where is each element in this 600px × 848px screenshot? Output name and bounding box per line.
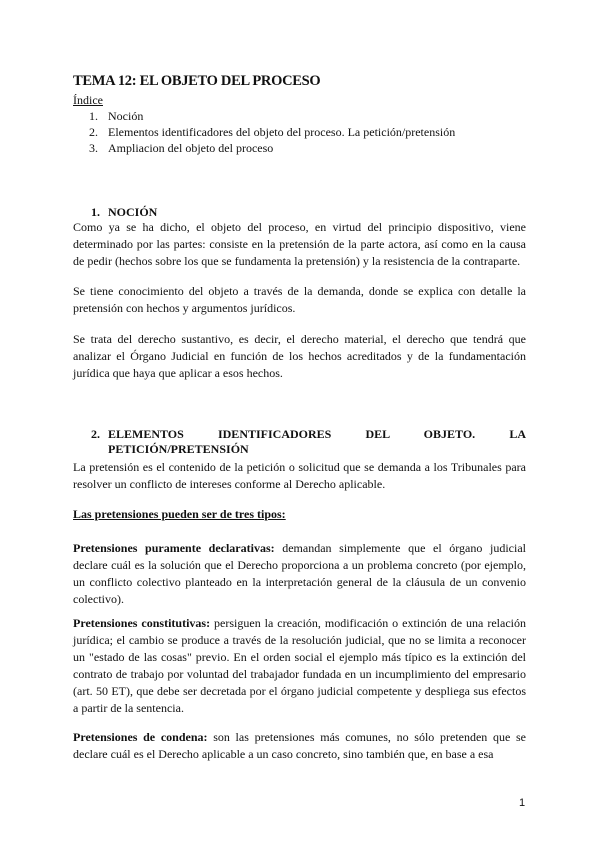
term-text: persiguen la creación, modificación o extinción de una relación jurídica; el cambio se produce a través de la resolución judicial, que no se limita a reconocer un "estado de las cosas" previo. En el orden social el ejemplo más típico es la extinción del contrato de trabajo por voluntad del trabajador fundada en un incumplimiento del empresario (art. 50 ET), que debe ser decretada por el órgano judicial competente y despliega sus efectos a partir de la sentencia. [73, 616, 526, 715]
index-item-text: Ampliacion del objeto del proceso [108, 141, 274, 155]
paragraph: Se trata del derecho sustantivo, es decir, el derecho material, el derecho que tendrá que analizar el Órgano Judicial en función de los hechos acreditados y de la fundamentación jurídica que haya que aplicar a esos hechos. [73, 332, 526, 380]
term: Pretensiones constitutivas: [73, 616, 211, 630]
page-title: TEMA 12: EL OBJETO DEL PROCESO [73, 73, 321, 89]
section-heading-nocion [91, 205, 157, 220]
section-title-line2: PETICIÓN/PRETENSIÓN [108, 442, 249, 456]
term-text: demandan simplemente que el órgano judicial declare cuál es la solución que el Derecho proporciona a un problema concreto (por ejemplo, un conflicto colectivo planteado en la interpretación general de la cláusula de un convenio colectivo). [73, 541, 526, 606]
index-item [89, 109, 143, 124]
paragraph-condena [73, 729, 526, 763]
index-item-number: 3. [89, 141, 98, 155]
term-text: son las pretensiones más comunes, no sólo pretenden que se declare cuál es el Derecho aplicable a un caso concreto, sino también que, en base a esa [73, 730, 527, 761]
index-item-text: Elementos identificadores del objeto del proceso. La petición/pretensión [108, 125, 456, 139]
section-title-line1: ELEMENTOS IDENTIFICADORES DEL OBJETO. LA [108, 427, 526, 441]
paragraph-declarativas [73, 540, 526, 608]
subheading: Las pretensiones pueden ser de tres tipos: [73, 507, 286, 521]
paragraph: Como ya se ha dicho, el objeto del proceso, en virtud del principio dispositivo, viene determinado por las partes: consiste en la pretensión de la parte actora, así como en la causa de pedir (hechos sobre los que se fundamenta la pretensión) y la resistencia de la contraparte. [73, 220, 526, 268]
page-number: 1 [519, 797, 526, 809]
index-label: Índice [73, 93, 103, 107]
index-item [89, 141, 273, 156]
index-item [89, 125, 455, 140]
index-item-number: 2. [89, 125, 98, 139]
term: Pretensiones puramente declarativas: [73, 541, 275, 555]
index-item-text: Noción [108, 109, 144, 123]
paragraph-constitutivas [73, 615, 526, 717]
paragraph: Se tiene conocimiento del objeto a través de la demanda, donde se explica con detalle la pretensión con hechos y argumentos jurídicos. [73, 284, 526, 315]
term: Pretensiones de condena: [73, 730, 208, 744]
paragraph: La pretensión es el contenido de la petición o solicitud que se demanda a los Tribunales para resolver un conflicto de intereses conforme al Derecho aplicable. [73, 460, 526, 491]
section-number: 1. [91, 205, 100, 219]
index-item-number: 1. [89, 109, 98, 123]
section-number: 2. [91, 427, 100, 441]
section-title: NOCIÓN [108, 205, 158, 219]
